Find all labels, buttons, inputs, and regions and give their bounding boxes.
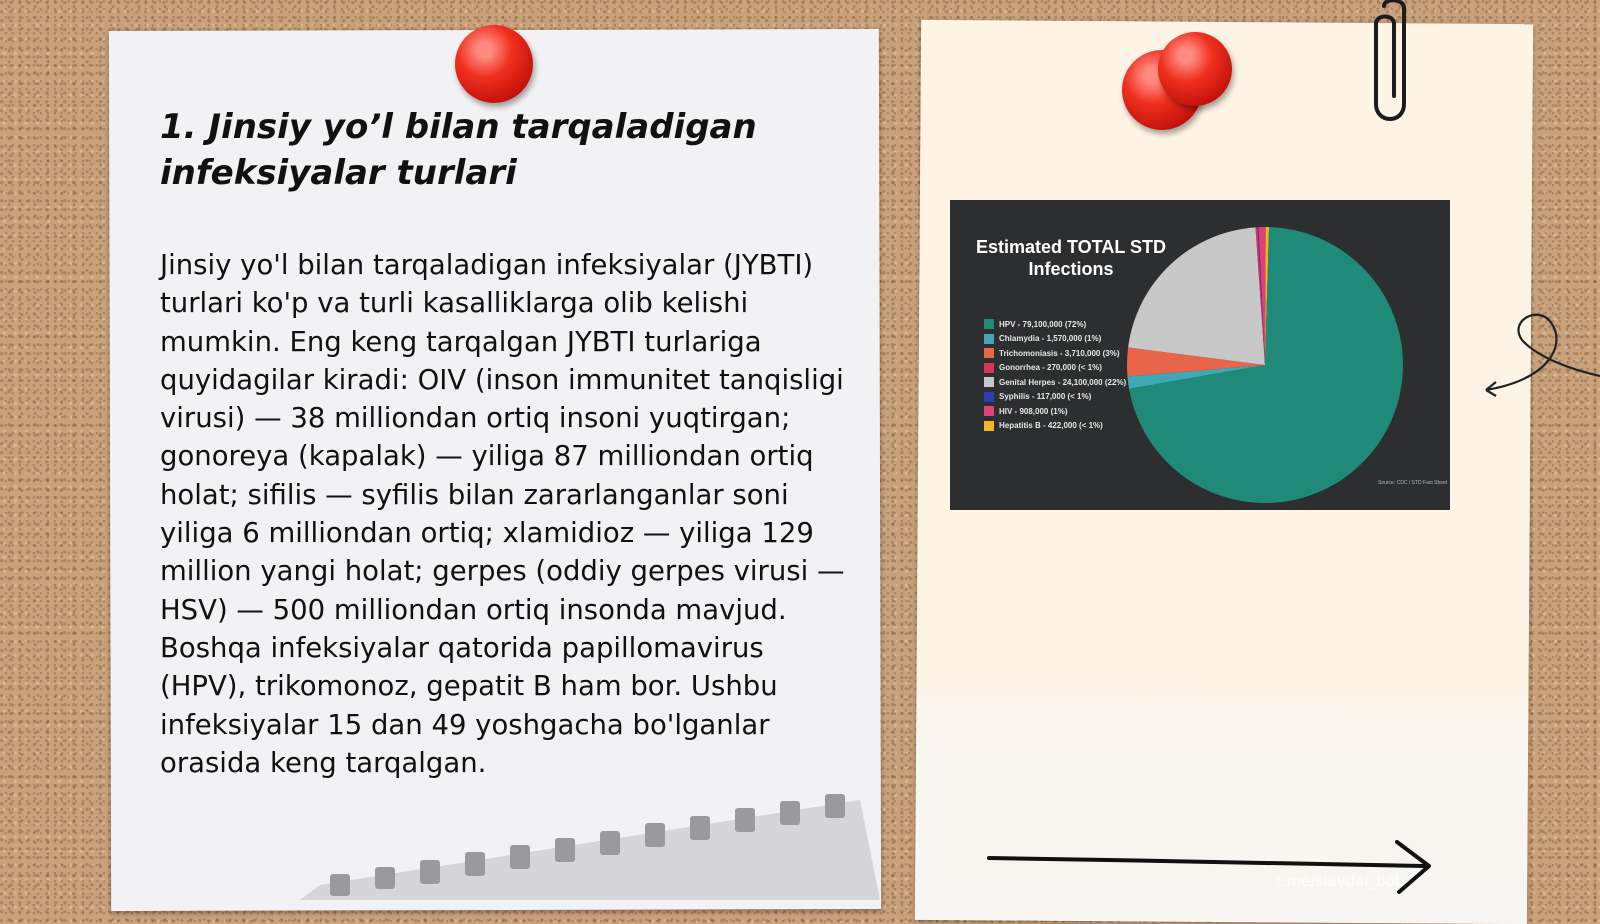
red-pushpin-left — [455, 25, 533, 103]
chart-legend — [984, 317, 1126, 433]
legend-label: Syphilis - 117,000 (< 1%) — [999, 392, 1092, 402]
legend-entry — [984, 419, 1126, 434]
legend-swatch — [984, 348, 994, 358]
legend-label: HPV - 79,100,000 (72%) — [999, 319, 1087, 329]
legend-label: Genital Herpes - 24,100,000 (22%) — [999, 377, 1127, 387]
right-arrow-icon — [985, 840, 1445, 900]
legend-entry — [984, 375, 1126, 390]
legend-entry — [984, 332, 1126, 347]
legend-swatch — [984, 334, 994, 344]
legend-entry — [984, 361, 1126, 376]
legend-entry — [984, 317, 1126, 332]
legend-entry — [984, 404, 1126, 419]
pie-chart — [1120, 220, 1410, 510]
legend-swatch — [984, 421, 994, 431]
legend-swatch — [984, 392, 994, 402]
legend-label: HIV - 908,000 (1%) — [999, 406, 1068, 416]
legend-swatch — [984, 406, 994, 416]
slide-body-text: Jinsiy yo'l bilan tarqaladigan infeksiyalar (JYBTI) turlari ko'p va turli kasalliklarga olib kelishi mumkin. Eng keng tarqalgan JYBTI turlariga quyidagilar kiradi: OIV (inson immunitet tanqisligi virusi) — 38 milliondan ortiq insoni yuqtirgan; gonoreya (kapalak) — yiliga 87 milliondan ortiq holat; sifilis — syfilis bilan zararlanganlar soni yiliga 6 milliondan ortiq; xlamidioz — yiliga 129 million yangi holat; gerpes (oddiy gerpes virusi — HSV) — 500 milliondan ortiq insonda mavjud. Boshqa infeksiyalar qatorida papillomavirus (HPV), trikomonoz, gepatit B ham bor. Ushbu infeksiyalar 15 dan 49 yoshgacha bo'lganlar orasida keng tarqalgan. — [160, 249, 845, 779]
chart-title: Estimated TOTAL STD Infections — [975, 237, 1167, 279]
pie-slice — [1128, 227, 1265, 365]
legend-label: Chlamydia - 1,570,000 (1%) — [999, 334, 1102, 344]
legend-swatch — [984, 319, 994, 329]
legend-swatch — [984, 377, 994, 387]
legend-swatch — [984, 363, 994, 373]
paper-clip-icon — [1370, 0, 1414, 126]
red-pushpin-right-front — [1158, 32, 1232, 106]
watermark-text: t.me/slaydai_bot — [1276, 872, 1401, 890]
legend-entry — [984, 390, 1126, 405]
chart-source-note: Source: CDC / STD Fact Sheet — [1378, 480, 1448, 486]
torn-edge-decoration — [300, 790, 880, 900]
legend-entry — [984, 346, 1126, 361]
slide-heading: 1. Jinsiy yo’l bilan tarqaladigan infeksiyalar turlari — [160, 107, 757, 193]
legend-label: Hepatitis B - 422,000 (< 1%) — [999, 421, 1103, 431]
curl-arrow-icon — [1478, 310, 1600, 410]
legend-label: Trichomoniasis - 3,710,000 (3%) — [999, 348, 1120, 358]
legend-label: Gonorrhea - 270,000 (< 1%) — [999, 363, 1102, 373]
